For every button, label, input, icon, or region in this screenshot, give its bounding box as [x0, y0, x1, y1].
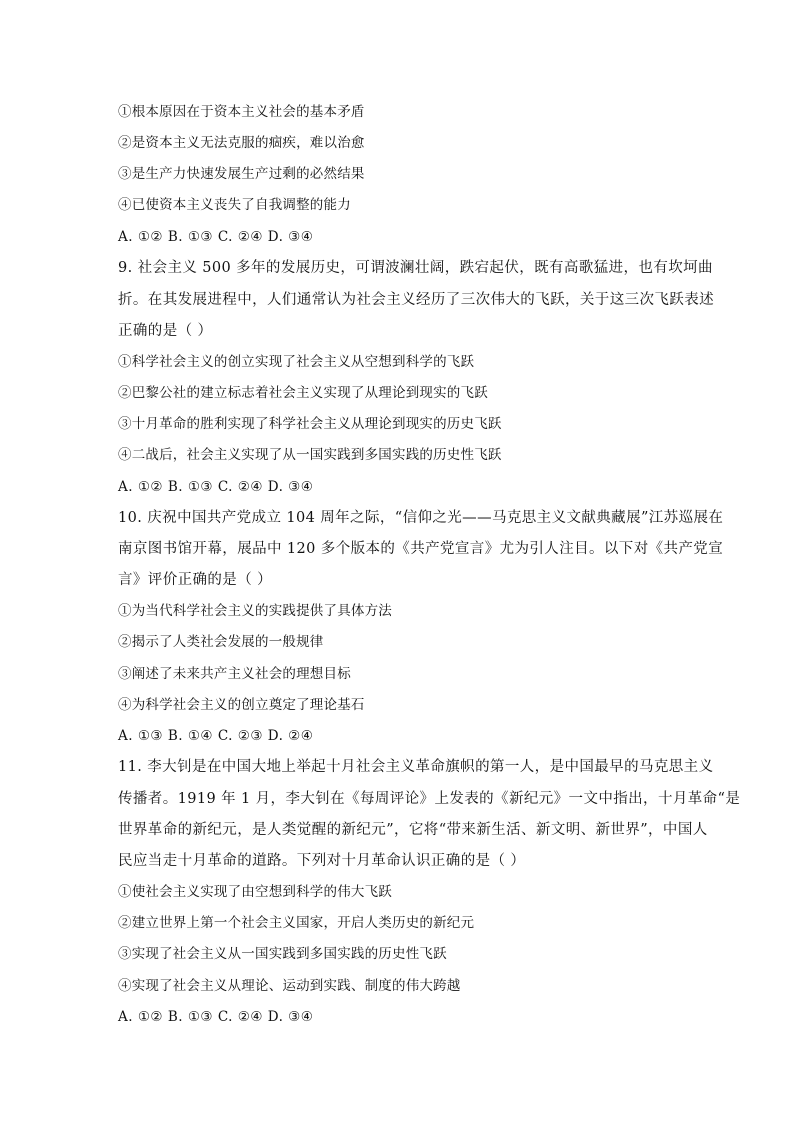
q11-stem-line-3: 世界革命的新纪元，是人类觉醒的新纪元”，它将“带来新生活、新文明、新世界”，中国人	[118, 822, 708, 838]
q8-option-3: ③是生产力快速发展生产过剩的必然结果	[118, 166, 365, 182]
q8-option-2: ②是资本主义无法克服的痼疾，难以治愈	[118, 135, 365, 151]
q8-option-4: ④已使资本主义丧失了自我调整的能力	[118, 197, 351, 213]
q11-option-1: ①使社会主义实现了由空想到科学的伟大飞跃	[118, 884, 392, 900]
q10-answer-choices: A. ①③ B. ①④ C. ②③ D. ②④	[118, 728, 314, 744]
q9-answer-choices: A. ①② B. ①③ C. ②④ D. ③④	[118, 479, 314, 495]
q10-option-2: ②揭示了人类社会发展的一般规律	[118, 634, 324, 650]
q10-stem-line-3: 言》评价正确的是（ ）	[118, 572, 273, 588]
q11-option-4: ④实现了社会主义从理论、运动到实践、制度的伟大跨越	[118, 978, 461, 994]
q11-stem-line-2: 传播者。1919 年 1 月，李大钊在《每周评论》上发表的《新纪元》一文中指出，十月革命“是	[118, 791, 741, 807]
q10-stem-line-1: 10. 庆祝中国共产党成立 104 周年之际，“信仰之光——马克思主义文献典藏展”江苏巡展在	[118, 510, 724, 526]
q11-option-3: ③实现了社会主义从一国实践到多国实践的历史性飞跃	[118, 946, 447, 962]
q9-option-2: ②巴黎公社的建立标志着社会主义实现了从理论到现实的飞跃	[118, 385, 488, 401]
q10-option-1: ①为当代科学社会主义的实践提供了具体方法	[118, 603, 392, 619]
q8-option-1: ①根本原因在于资本主义社会的基本矛盾	[118, 104, 365, 120]
q9-option-4: ④二战后，社会主义实现了从一国实践到多国实践的历史性飞跃	[118, 447, 502, 463]
q9-stem-line-2: 折。在其发展进程中，人们通常认为社会主义经历了三次伟大的飞跃，关于这三次飞跃表述	[118, 292, 714, 308]
q9-stem-line-1: 9. 社会主义 500 多年的发展历史，可谓波澜壮阔，跌宕起伏，既有高歌猛进，也有坎坷曲	[118, 260, 713, 276]
q9-option-3: ③十月革命的胜利实现了科学社会主义从理论到现实的历史飞跃	[118, 416, 502, 432]
q11-answer-choices: A. ①② B. ①③ C. ②④ D. ③④	[118, 1009, 314, 1025]
q10-option-4: ④为科学社会主义的创立奠定了理论基石	[118, 697, 365, 713]
q8-answer-choices: A. ①② B. ①③ C. ②④ D. ③④	[118, 229, 314, 245]
q11-option-2: ②建立世界上第一个社会主义国家，开启人类历史的新纪元	[118, 915, 475, 931]
q11-stem-line-4: 民应当走十月革命的道路。下列对十月革命认识正确的是（ ）	[118, 853, 526, 869]
q10-option-3: ③阐述了未来共产主义社会的理想目标	[118, 666, 351, 682]
q9-option-1: ①科学社会主义的创立实现了社会主义从空想到科学的飞跃	[118, 354, 475, 370]
q9-stem-line-3: 正确的是（ ）	[118, 323, 213, 339]
q10-stem-line-2: 南京图书馆开幕，展品中 120 多个版本的《共产党宣言》尤为引人注目。以下对《共产党宣	[118, 541, 724, 557]
q11-stem-line-1: 11. 李大钊是在中国大地上举起十月社会主义革命旗帜的第一人，是中国最早的马克思主义	[118, 759, 714, 775]
